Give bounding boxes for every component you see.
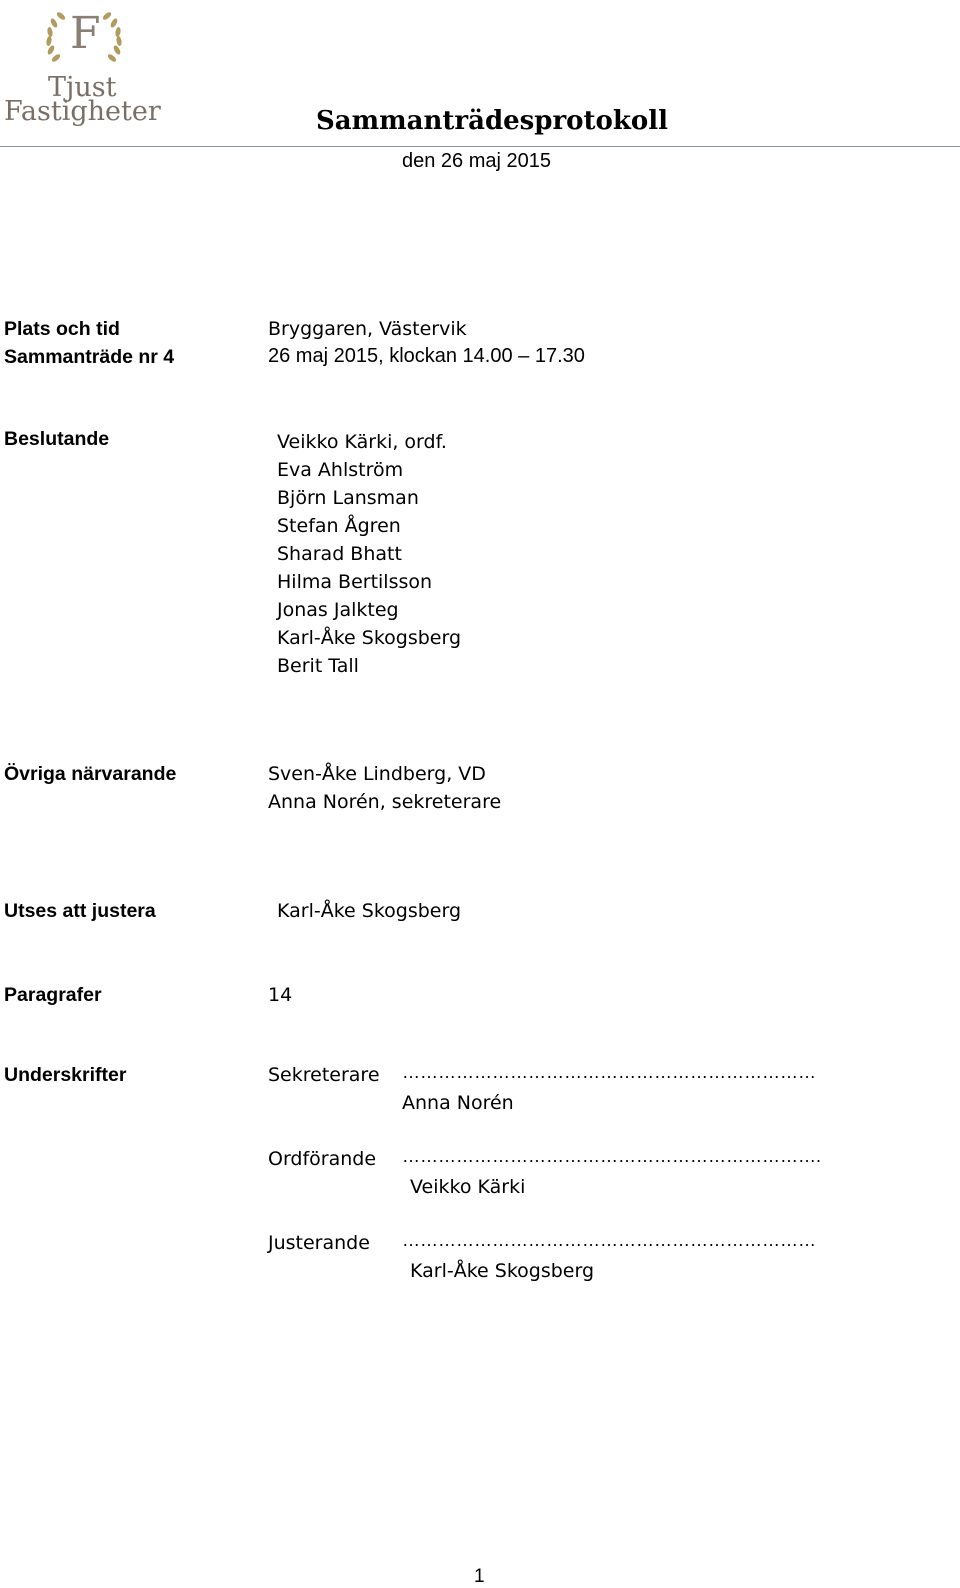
signature-role: Justerande bbox=[268, 1232, 370, 1254]
signature-name: Anna Norén bbox=[402, 1092, 514, 1114]
list-item: Sharad Bhatt bbox=[277, 543, 402, 565]
sammantrade-label: Sammanträde nr 4 bbox=[4, 346, 175, 368]
list-item: Berit Tall bbox=[277, 655, 359, 677]
signature-line: …………………………………………………………… bbox=[402, 1062, 816, 1082]
list-item: Hilma Bertilsson bbox=[277, 571, 433, 593]
list-item: Eva Ahlström bbox=[277, 459, 404, 481]
list-item: Jonas Jalkteg bbox=[277, 599, 399, 621]
sammantrade-value: 26 maj 2015, klockan 14.00 – 17.30 bbox=[268, 345, 585, 367]
plats-value: Bryggaren, Västervik bbox=[268, 318, 467, 340]
paragrafer-label: Paragrafer bbox=[4, 984, 102, 1006]
document-title: Sammanträdesprotokoll bbox=[316, 106, 668, 136]
signature-name: Karl-Åke Skogsberg bbox=[410, 1260, 595, 1282]
header-divider bbox=[0, 146, 960, 147]
page-number: 1 bbox=[474, 1566, 485, 1587]
signature-line: …………………………………………………………… bbox=[402, 1230, 816, 1250]
justera-label: Utses att justera bbox=[4, 900, 156, 922]
paragrafer-value: 14 bbox=[268, 984, 293, 1006]
ovriga-person: Anna Norén, sekreterare bbox=[268, 791, 502, 813]
signature-name: Veikko Kärki bbox=[410, 1176, 526, 1198]
list-item: Karl-Åke Skogsberg bbox=[277, 627, 462, 649]
logo-line-2: Fastigheter bbox=[4, 96, 161, 127]
ovriga-label: Övriga närvarande bbox=[4, 763, 177, 785]
list-item: Björn Lansman bbox=[277, 487, 419, 509]
underskrifter-label: Underskrifter bbox=[4, 1064, 127, 1086]
signature-line: ……………………………………………………………. bbox=[402, 1146, 822, 1166]
list-item: Stefan Ågren bbox=[277, 515, 401, 537]
logo-monogram: F bbox=[70, 8, 101, 59]
list-item: Veikko Kärki, ordf. bbox=[277, 431, 447, 453]
plats-label: Plats och tid bbox=[4, 318, 120, 340]
justera-value: Karl-Åke Skogsberg bbox=[277, 900, 462, 922]
logo-line-1: Tjust bbox=[48, 72, 117, 103]
beslutande-label: Beslutande bbox=[4, 428, 110, 450]
company-logo bbox=[4, 2, 164, 132]
signature-role: Sekreterare bbox=[268, 1064, 380, 1086]
document-date: den 26 maj 2015 bbox=[402, 150, 552, 172]
signature-role: Ordförande bbox=[268, 1148, 377, 1170]
beslutande-list bbox=[277, 428, 461, 680]
ovriga-person: Sven-Åke Lindberg, VD bbox=[268, 763, 486, 785]
